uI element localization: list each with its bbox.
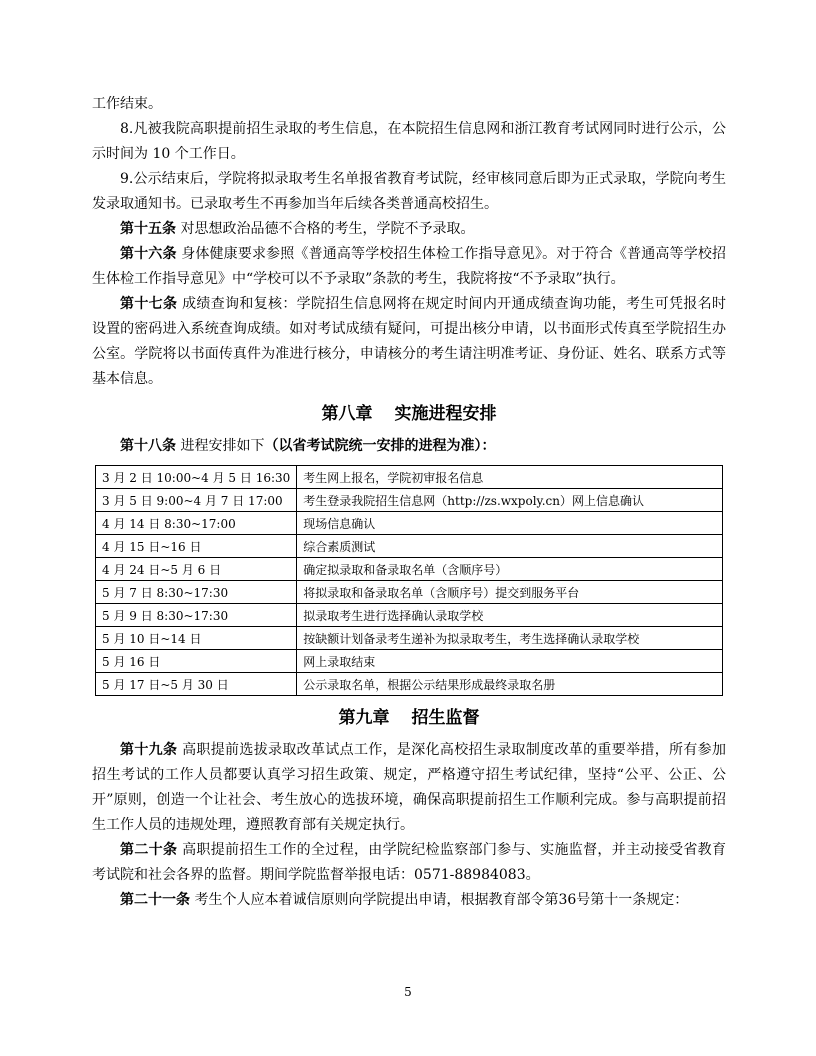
paragraph-text: 8.凡被我院高职提前招生录取的考生信息，在本院招生信息网和浙江教育考试网同时进行公示，公示时间为 10 个工作日。 — [92, 121, 726, 162]
article-15 — [92, 217, 726, 242]
schedule-task: 现场信息确认 — [297, 512, 723, 535]
article-label: 第十八条 — [120, 438, 176, 454]
article-text: 高职提前选拔录取改革试点工作，是深化高校招生录取制度改革的重要举措，所有参加招生考试的工作人员都要认真学习招生政策、规定，严格遵守招生考试纪律，坚持“公平、公正、公开”原则，创造一个让社会、考生放心的选拔环境，确保高职提前招生工作顺利完成。参与高职提前招生工作人员的违规处理，遵照教育部有关规定执行。 — [92, 742, 727, 833]
article-text: 对思想政治品德不合格的考生，学院不予录取。 — [180, 221, 475, 237]
article-18 — [92, 434, 726, 459]
table-row — [96, 673, 723, 696]
schedule-task: 确定拟录取和备录取名单（含顺序号） — [297, 558, 723, 581]
schedule-task: 拟录取考生进行选择确认录取学校 — [297, 604, 723, 627]
article-17 — [92, 292, 726, 392]
article-text: 身体健康要求参照《普通高等学校招生体检工作指导意见》。对于符合《普通高等学校招生体检工作指导意见》中“学校可以不予录取”条款的考生，我院将按“不予录取”执行。 — [92, 246, 727, 287]
article-note: （以省考试院统一安排的进程为准）： — [264, 438, 496, 454]
schedule-time: 4 月 14 日 8:30~17:00 — [96, 512, 297, 535]
schedule-task: 按缺额计划备录考生递补为拟录取考生，考生选择确认录取学校 — [297, 627, 723, 650]
document-page — [92, 92, 726, 913]
table-row — [96, 650, 723, 673]
schedule-time: 3 月 2 日 10:00~4 月 5 日 16:30 — [96, 466, 297, 489]
schedule-table — [95, 465, 723, 696]
table-row — [96, 512, 723, 535]
article-text: 成绩查询和复核：学院招生信息网将在规定时间内开通成绩查询功能，考生可凭报名时设置的密码进入系统查询成绩。如对考试成绩有疑问，可提出核分申请，以书面形式传真至学院招生办公室。学院将以书面传真件为准进行核分，申请核分的考生请注明准考证、身份证、姓名、联系方式等基本信息。 — [92, 296, 727, 387]
schedule-task: 网上录取结束 — [297, 650, 723, 673]
article-label: 第二十条 — [120, 842, 178, 858]
schedule-time: 3 月 5 日 9:00~4 月 7 日 17:00 — [96, 489, 297, 512]
article-20 — [92, 838, 726, 888]
chapter-title: 招生监督 — [411, 708, 480, 728]
schedule-time: 5 月 7 日 8:30~17:30 — [96, 581, 297, 604]
schedule-time: 4 月 15 日~16 日 — [96, 535, 297, 558]
article-16 — [92, 242, 726, 292]
paragraph-continuation — [92, 92, 726, 117]
schedule-task: 综合素质测试 — [297, 535, 723, 558]
paragraph-item-9 — [92, 167, 726, 217]
table-row — [96, 466, 723, 489]
schedule-task: 考生网上报名，学院初审报名信息 — [297, 466, 723, 489]
schedule-time: 5 月 16 日 — [96, 650, 297, 673]
table-row — [96, 581, 723, 604]
table-row — [96, 489, 723, 512]
schedule-task: 公示录取名单，根据公示结果形成最终录取名册 — [297, 673, 723, 696]
schedule-task: 考生登录我院招生信息网（http://zs.wxpoly.cn）网上信息确认 — [297, 489, 723, 512]
schedule-time: 4 月 24 日~5 月 6 日 — [96, 558, 297, 581]
paragraph-item-8 — [92, 117, 726, 167]
article-text: 高职提前招生工作的全过程，由学院纪检监察部门参与、实施监督，并主动接受省教育考试院和社会各界的监督。期间学院监督举报电话：0571-88984083。 — [92, 842, 727, 883]
article-text: 进程安排如下 — [180, 438, 265, 454]
table-row — [96, 604, 723, 627]
article-label: 第十五条 — [120, 221, 176, 237]
schedule-time: 5 月 10 日~14 日 — [96, 627, 297, 650]
schedule-time: 5 月 9 日 8:30~17:30 — [96, 604, 297, 627]
chapter-8-heading — [92, 400, 726, 428]
chapter-9-heading — [92, 704, 726, 732]
article-19 — [92, 738, 726, 838]
article-label: 第十六条 — [120, 246, 177, 262]
page-number: 5 — [404, 985, 412, 999]
article-label: 第二十一条 — [120, 892, 190, 908]
chapter-title: 实施进程安排 — [394, 404, 497, 424]
article-text: 考生个人应本着诚信原则向学院提出申请，根据教育部令第36号第十一条规定： — [194, 892, 689, 908]
table-row — [96, 558, 723, 581]
chapter-number: 第九章 — [338, 708, 390, 728]
table-row — [96, 627, 723, 650]
article-label: 第十七条 — [120, 296, 178, 312]
chapter-number: 第八章 — [321, 404, 373, 424]
paragraph-text: 工作结束。 — [92, 96, 162, 112]
article-label: 第十九条 — [120, 742, 178, 758]
schedule-task: 将拟录取和备录取名单（含顺序号）提交到服务平台 — [297, 581, 723, 604]
article-21 — [92, 888, 726, 913]
table-row — [96, 535, 723, 558]
paragraph-text: 9.公示结束后，学院将拟录取考生名单报省教育考试院，经审核同意后即为正式录取，学院向考生发录取通知书。已录取考生不再参加当年后续各类普通高校招生。 — [92, 171, 726, 212]
schedule-time: 5 月 17 日~5 月 30 日 — [96, 673, 297, 696]
